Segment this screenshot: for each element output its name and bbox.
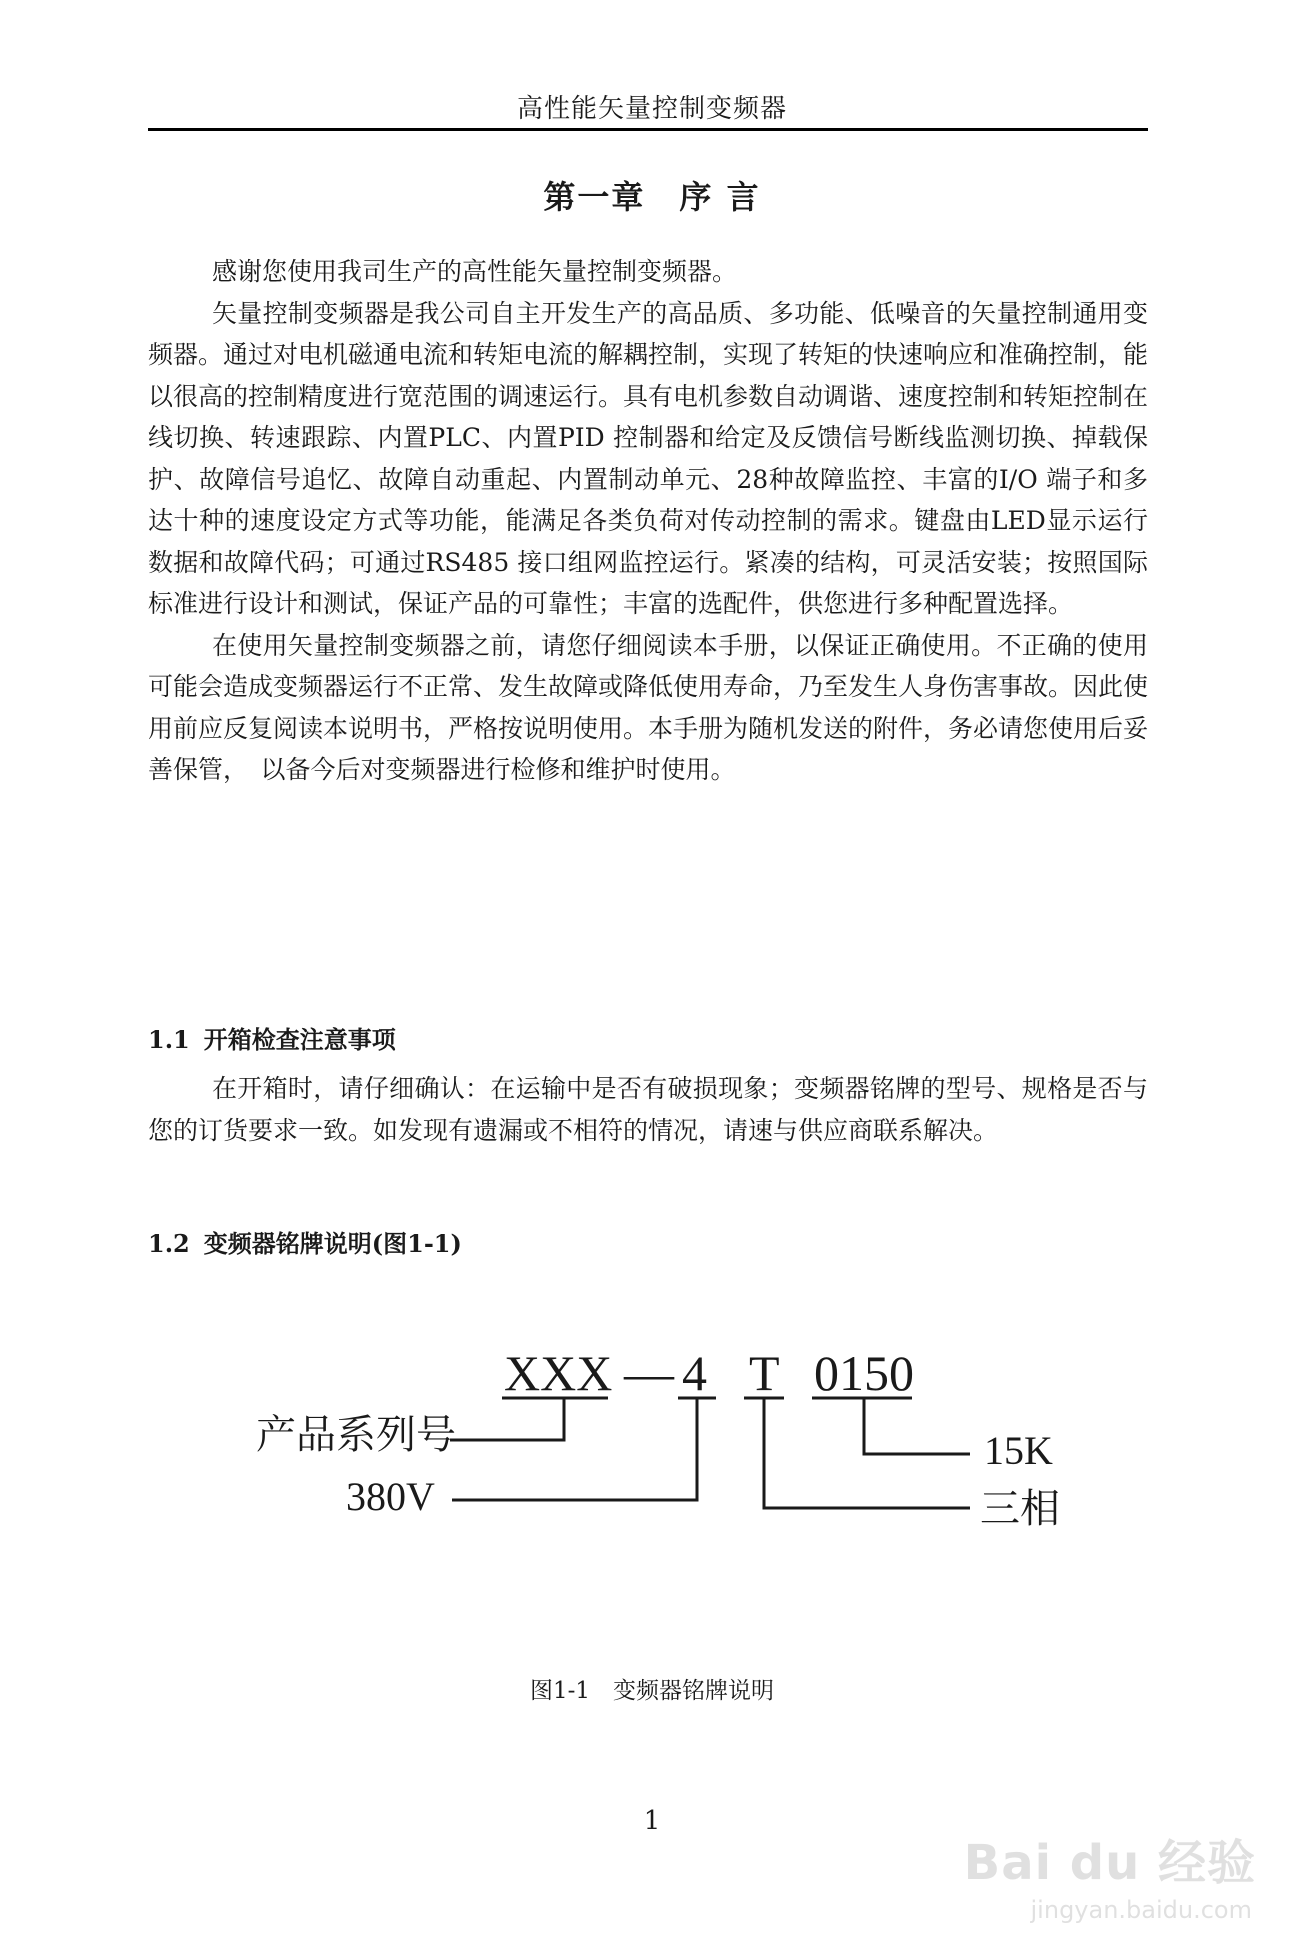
code-dash: — <box>624 1345 674 1401</box>
code-voltage: 4 <box>682 1345 707 1401</box>
running-header: 高性能矢量控制变频器 <box>516 94 787 124</box>
label-phase: 三相 <box>980 1486 1060 1531</box>
section-title: 开箱检查注意事项 <box>203 1025 396 1054</box>
section-1-1-body <box>148 1068 1148 1151</box>
code-power: 0150 <box>814 1345 914 1401</box>
intro-paragraph-1: 感谢您使用我司生产的高性能矢量控制变频器。 <box>212 257 738 286</box>
section-number: 1.2 <box>148 1229 190 1258</box>
leader-voltage <box>452 1398 697 1500</box>
watermark-logo: Bai du 经验 <box>963 1835 1256 1891</box>
code-series: XXX <box>504 1345 613 1401</box>
label-voltage: 380V <box>346 1474 435 1519</box>
intro-paragraph-2: 矢量控制变频器是我公司自主开发生产的高品质、多功能、低噪音的矢量控制通用变频器。通过对电机磁通电流和转矩电流的解耦控制，实现了转矩的快速响应和准确控制，能以很高的控制精度进行宽范围的调速运行。具有电机参数自动调谐、速度控制和转矩控制在线切换、转速跟踪、内置PLC、内置PID 控制器和给定及反馈信号断线监测切换、掉载保护、故障信号追忆、故障自动重起、内置制动单元、28种故障监控、丰富的I/O 端子和多达十种的速度设定方式等功能，能满足各类负荷对传动控制的需求。键盘由LED显示运行数据和故障代码；可通过RS485 接口组网监控运行。紧凑的结构，可灵活安装；按照国际标准进行设计和测试，保证产品的可靠性；丰富的选配件，供您进行多种配置选择。 <box>148 298 1149 618</box>
page-number: 1 <box>643 1806 661 1836</box>
leader-power <box>864 1398 970 1454</box>
section-1-1-heading <box>148 1020 396 1055</box>
intro-body <box>148 251 1148 791</box>
section-number: 1.1 <box>148 1025 190 1054</box>
section-title: 变频器铭牌说明(图1-1) <box>203 1229 462 1258</box>
leader-series <box>450 1398 564 1440</box>
figure-caption: 图1-1 变频器铭牌说明 <box>529 1678 775 1704</box>
label-series: 产品系列号 <box>256 1412 456 1457</box>
nameplate-diagram <box>0 1320 1304 1600</box>
code-phase: T <box>749 1345 780 1401</box>
section-1-1-paragraph: 在开箱时，请仔细确认：在运输中是否有破损现象；变频器铭牌的型号、规格是否与您的订货要求一致。如发现有遗漏或不相符的情况，请速与供应商联系解决。 <box>148 1074 1148 1145</box>
chapter-title: 第一章 序 言 <box>543 178 761 216</box>
baidu-watermark <box>936 1784 1256 1934</box>
intro-paragraph-3: 在使用矢量控制变频器之前，请您仔细阅读本手册，以保证正确使用。不正确的使用可能会造成变频器运行不正常、发生故障或降低使用寿命，乃至发生人身伤害事故。因此使用前应反复阅读本说明书，严格按说明使用。本手册为随机发送的附件，务必请您使用后妥善保管， 以备今后对变频器进行检修和维护时使用。 <box>148 630 1149 784</box>
header-rule <box>148 128 1148 131</box>
watermark-url: jingyan.baidu.com <box>1030 1896 1252 1924</box>
section-1-2-heading <box>148 1224 462 1259</box>
label-power: 15K <box>984 1428 1053 1473</box>
